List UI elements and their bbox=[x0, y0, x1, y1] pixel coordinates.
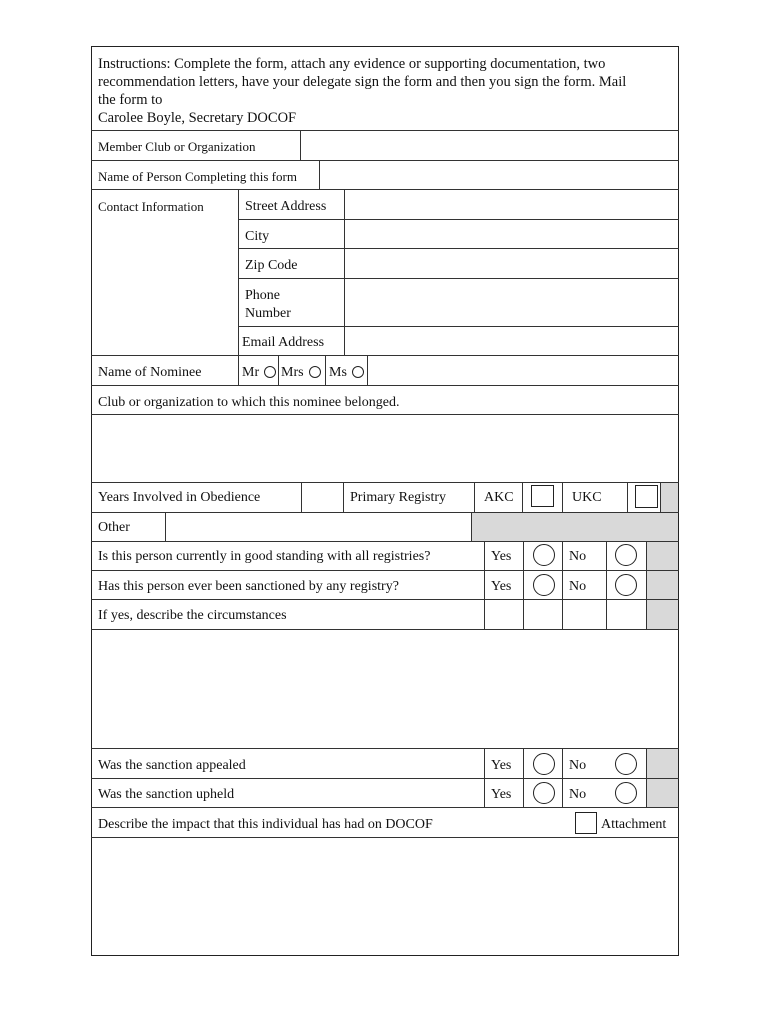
upheld-yes-radio[interactable] bbox=[533, 782, 555, 804]
impact-label: Describe the impact that this individual has had on DOCOF bbox=[98, 817, 433, 832]
no-label: No bbox=[569, 758, 587, 773]
appealed-label: Was the sanction appealed bbox=[98, 758, 246, 773]
club-nominee-field[interactable] bbox=[92, 415, 678, 481]
yes-label: Yes bbox=[491, 549, 512, 564]
instructions-line: the form to bbox=[98, 92, 163, 108]
ukc-label: UKC bbox=[572, 490, 602, 505]
shaded-area bbox=[660, 483, 678, 512]
upheld-label: Was the sanction upheld bbox=[98, 787, 235, 802]
street-label: Street Address bbox=[245, 199, 327, 214]
appealed-no-radio[interactable] bbox=[615, 753, 637, 775]
email-field[interactable] bbox=[345, 327, 678, 354]
primary-registry-label: Primary Registry bbox=[350, 490, 447, 505]
zip-field[interactable] bbox=[345, 249, 678, 277]
street-field[interactable] bbox=[345, 190, 678, 218]
instructions-address: Carolee Boyle, Secretary DOCOF bbox=[98, 110, 297, 126]
person-completing-label: Name of Person Completing this form bbox=[98, 169, 297, 184]
good-standing-no-radio[interactable] bbox=[615, 544, 637, 566]
yes-label: Yes bbox=[491, 787, 512, 802]
contact-info-label: Contact Information bbox=[98, 199, 204, 214]
mr-label: Mr bbox=[242, 365, 260, 380]
member-club-field[interactable] bbox=[301, 131, 678, 159]
phone-field[interactable] bbox=[345, 279, 678, 325]
email-label: Email Address bbox=[242, 335, 325, 350]
club-nominee-label: Club or organization to which this nominee belonged. bbox=[98, 395, 400, 410]
circumstances-field[interactable] bbox=[92, 630, 678, 747]
years-label: Years Involved in Obedience bbox=[98, 490, 261, 505]
phone-label: Number bbox=[245, 306, 291, 321]
yes-label: Yes bbox=[491, 758, 512, 773]
mrs-label: Mrs bbox=[281, 365, 304, 380]
instructions-line: recommendation letters, have your delegate sign the form and then you sign the form. Mail bbox=[98, 74, 627, 90]
no-label: No bbox=[569, 549, 587, 564]
city-field[interactable] bbox=[345, 220, 678, 248]
nominee-name-field[interactable] bbox=[368, 356, 678, 384]
member-club-label: Member Club or Organization bbox=[98, 139, 256, 154]
nominee-label: Name of Nominee bbox=[98, 365, 202, 380]
akc-checkbox[interactable] bbox=[531, 485, 554, 507]
shaded-area bbox=[647, 541, 678, 629]
impact-field[interactable] bbox=[92, 838, 678, 954]
appealed-yes-radio[interactable] bbox=[533, 753, 555, 775]
instructions-line: Instructions: Complete the form, attach any evidence or supporting documentation, two bbox=[98, 56, 606, 72]
sanctioned-no-radio[interactable] bbox=[615, 574, 637, 596]
good-standing-yes-radio[interactable] bbox=[533, 544, 555, 566]
ms-label: Ms bbox=[329, 365, 347, 380]
attachment-checkbox[interactable] bbox=[575, 812, 597, 834]
akc-label: AKC bbox=[484, 490, 514, 505]
sanctioned-label: Has this person ever been sanctioned by any registry? bbox=[98, 579, 399, 594]
years-field[interactable] bbox=[302, 483, 342, 511]
zip-label: Zip Code bbox=[245, 258, 298, 273]
no-label: No bbox=[569, 579, 587, 594]
person-completing-field[interactable] bbox=[320, 161, 678, 188]
other-label: Other bbox=[98, 520, 130, 535]
sanctioned-yes-radio[interactable] bbox=[533, 574, 555, 596]
yes-label: Yes bbox=[491, 579, 512, 594]
good-standing-label: Is this person currently in good standing with all registries? bbox=[98, 549, 431, 564]
upheld-no-radio[interactable] bbox=[615, 782, 637, 804]
other-field[interactable] bbox=[166, 513, 470, 540]
phone-label: Phone bbox=[245, 288, 280, 303]
mrs-radio[interactable] bbox=[309, 366, 321, 378]
shaded-area bbox=[471, 512, 678, 541]
city-label: City bbox=[245, 229, 270, 244]
mr-radio[interactable] bbox=[264, 366, 276, 378]
ms-radio[interactable] bbox=[352, 366, 364, 378]
attachment-label: Attachment bbox=[601, 817, 667, 832]
no-label: No bbox=[569, 787, 587, 802]
describe-circumstances-label: If yes, describe the circumstances bbox=[98, 608, 287, 623]
ukc-checkbox[interactable] bbox=[635, 485, 658, 508]
